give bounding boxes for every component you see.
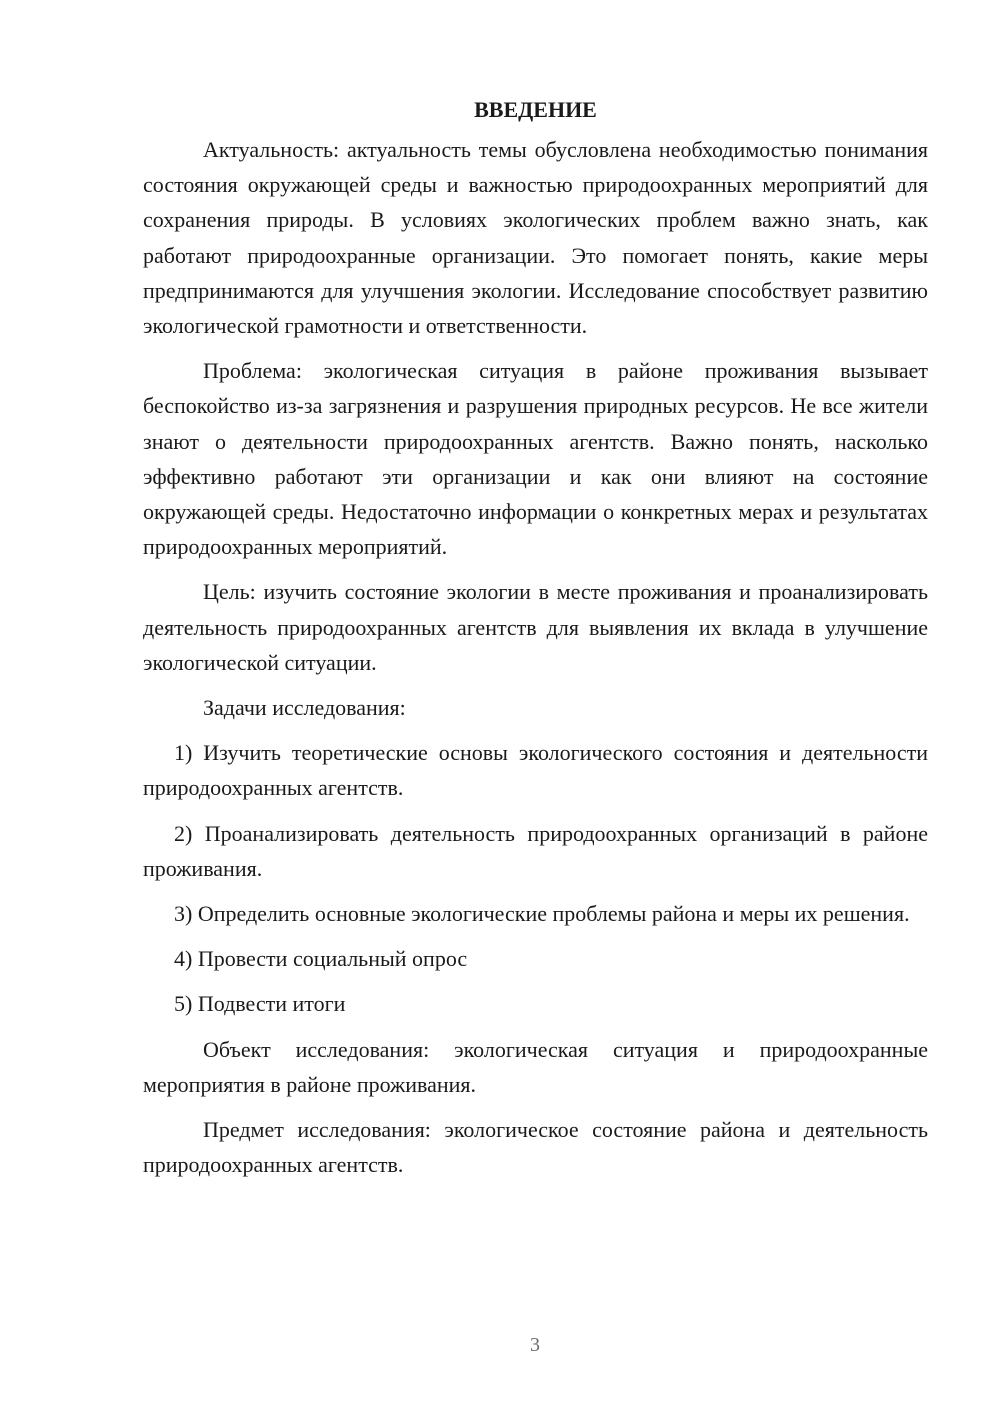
relevance-paragraph: Актуальность: актуальность темы обусловлена необходимостью понимания состояния окружающей среды и важностью природоохранных мероприятий для сохранения природы. В условиях экологических проблем важно знать, как работают природоохранные организации. Это помогает понять, какие меры предпринимаются для улучшения экологии. Исследование способствует развитию экологической грамотности и ответственности.	[143, 137, 928, 339]
document-page	[143, 92, 928, 1192]
page-number: 3	[530, 1334, 540, 1356]
problem-paragraph: Проблема: экологическая ситуация в районе проживания вызывает беспокойство из-за загрязнения и разрушения природных ресурсов. Не все жители знают о деятельности природоохранных агентств. Важно понять, насколько эффективно работают эти организации и как они влияют на состояние окружающей среды. Недостаточно информации о конкретных мерах и результатах природоохранных мероприятий.	[143, 358, 928, 560]
task-item-3: 3) Определить основные экологические проблемы района и меры их решения.	[174, 901, 910, 927]
subject-paragraph: Предмет исследования: экологическое состояние района и деятельность природоохранных агентств.	[143, 1117, 928, 1178]
tasks-heading: Задачи исследования:	[203, 695, 406, 721]
task-item-5: 5) Подвести итоги	[174, 991, 346, 1017]
goal-paragraph: Цель: изучить состояние экологии в месте проживания и проанализировать деятельность природоохранных агентств для выявления их вклада в улучшение экологической ситуации.	[143, 579, 928, 675]
task-item-2: 2) Проанализировать деятельность природоохранных организаций в районе проживания.	[143, 820, 928, 881]
task-item-1: 1) Изучить теоретические основы экологического состояния и деятельности природоохранных агентств.	[143, 740, 928, 801]
task-item-4: 4) Провести социальный опрос	[174, 946, 468, 972]
page-title: ВВЕДЕНИЕ	[474, 97, 597, 122]
object-paragraph: Объект исследования: экологическая ситуация и природоохранные мероприятия в районе проживания.	[143, 1036, 928, 1097]
